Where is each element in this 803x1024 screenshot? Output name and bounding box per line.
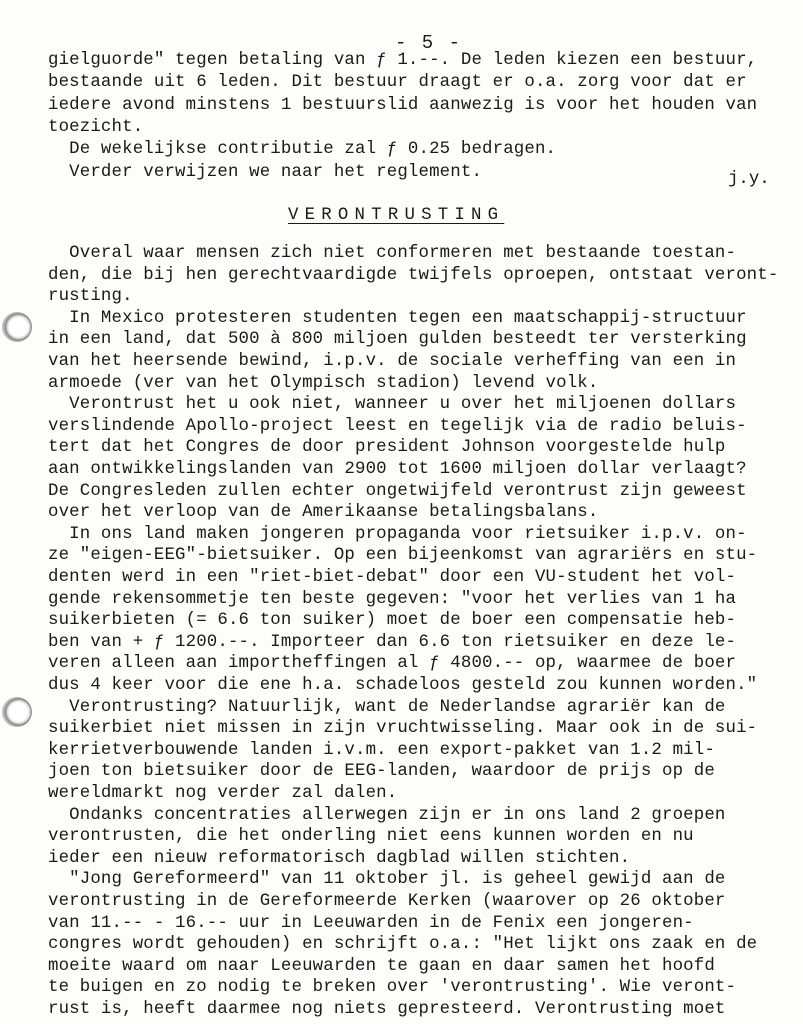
- text-line: dus 4 keer voor die ene h.a. schadeloos gesteld zou kunnen worden.": [48, 676, 758, 695]
- text-line: "Jong Gereformeerd" van 11 oktober jl. is geheel gewijd aan de: [48, 870, 726, 890]
- text-line: gielguorde" tegen betaling van ƒ 1.--. De leden kiezen een bestuur,: [48, 51, 758, 70]
- text-line: aan ontwikkelingslanden van 2900 tot 1600 miljoen dollar verlaagt?: [48, 460, 747, 479]
- text-line: tert dat het Congres de door president Johnson voorgestelde hulp: [48, 438, 726, 458]
- text-line: kerrietverbouwende landen i.v.m. een export-pakket van 1.2 mil-: [48, 740, 715, 760]
- text-line: ben van + ƒ 1200.--. Importeer dan 6.6 ton rietsuiker en deze le-: [48, 632, 737, 652]
- section-heading: VERONTRUSTING: [288, 206, 505, 225]
- punch-hole-top: [2, 312, 32, 342]
- text-line: denten werd in een "riet-biet-debat" door een VU-student het vol-: [48, 568, 737, 587]
- text-line: Verontrust het u ook niet, wanneer u over het miljoenen dollars: [48, 395, 737, 415]
- text-line: verontrusting in de Gereformeerde Kerken (waarover op 26 oktober: [48, 892, 726, 911]
- text-line: In Mexico protesteren studenten tegen een maatschappij-structuur: [48, 308, 747, 328]
- text-line: Verder verwijzen we naar het reglement.: [48, 162, 483, 182]
- text-line: De Congresleden zullen echter ongetwijfeld verontrust zijn geweest: [48, 481, 747, 501]
- text-line: gende rekensommetje ten beste gegeven: "voor het verlies van 1 ha: [48, 589, 737, 609]
- text-line: ieder een nieuw reformatorisch dagblad willen stichten.: [48, 848, 631, 868]
- text-line: congres wordt gehouden) en schrijft o.a.: "Het lijkt ons zaak en de: [48, 935, 758, 955]
- page-number: - 5 -: [395, 32, 463, 54]
- text-line: te buigen en zo nodig te breken over 'verontrusting'. Wie veront-: [48, 978, 737, 998]
- text-line: toezicht.: [48, 117, 144, 137]
- text-line: ze "eigen-EEG"-bietsuiker. Op een bijeenkomst van agrariërs en stu-: [48, 546, 758, 566]
- text-line: veren alleen aan importheffingen al ƒ 4800.-- op, waarmee de boer: [48, 654, 737, 674]
- text-line: verslindende Apollo-project leest en tegelijk via de radio beluis-: [48, 416, 747, 436]
- text-line: wereldmarkt nog verder zal dalen.: [48, 784, 398, 803]
- text-line: verontrusten, die het onderling niet eens kunnen worden en nu: [48, 827, 694, 847]
- text-line: In ons land maken jongeren propaganda voor rietsuiker i.p.v. on-: [48, 524, 747, 544]
- text-line: rust is, heeft daarmee nog niets gepresteerd. Verontrusting moet: [48, 1000, 726, 1019]
- author-initials: j.y.: [728, 170, 770, 189]
- text-line: Verontrusting? Natuurlijk, want de Nederlandse agrariër kan de: [48, 697, 726, 717]
- text-line: suikerbiet niet missen in zijn vruchtwisseling. Maar ook in de sui-: [48, 719, 758, 739]
- text-line: in een land, dat 500 à 800 miljoen gulden besteedt ter versterking: [48, 330, 747, 350]
- text-line: Overal waar mensen zich niet conformeren met bestaande toestan-: [48, 244, 737, 263]
- text-line: bestaande uit 6 leden. Dit bestuur draagt er o.a. zorg voor dat er: [48, 73, 747, 93]
- punch-hole-bottom: [2, 697, 32, 727]
- text-line: suikerbieten (= 6.6 ton suiker) moet de boer een compensatie heb-: [48, 611, 737, 631]
- text-line: over het verloop van de Amerikaanse betalingsbalans.: [48, 503, 599, 523]
- text-line: van 11.-- - 16.-- uur in Leeuwarden in de Fenix een jongeren-: [48, 913, 694, 933]
- text-line: Ondanks concentraties allerwegen zijn er in ons land 2 groepen: [48, 805, 726, 825]
- text-line: moeite waard om naar Leeuwarden te gaan en daar samen het hoofd: [48, 956, 715, 976]
- text-line: den, die bij hen gerechtvaardigde twijfels oproepen, ontstaat veront-: [48, 265, 779, 285]
- text-line: De wekelijkse contributie zal ƒ 0.25 bedragen.: [48, 140, 557, 160]
- text-line: armoede (ver van het Olympisch stadion) levend volk.: [48, 373, 599, 393]
- text-line: rusting.: [48, 287, 133, 307]
- text-line: joen ton bietsuiker door de EEG-landen, waardoor de prijs op de: [48, 762, 715, 782]
- text-line: van het heersende bewind, i.p.v. de sociale verheffing van een in: [48, 352, 737, 371]
- text-line: iedere avond minstens 1 bestuurslid aanwezig is voor het houden van: [48, 95, 758, 115]
